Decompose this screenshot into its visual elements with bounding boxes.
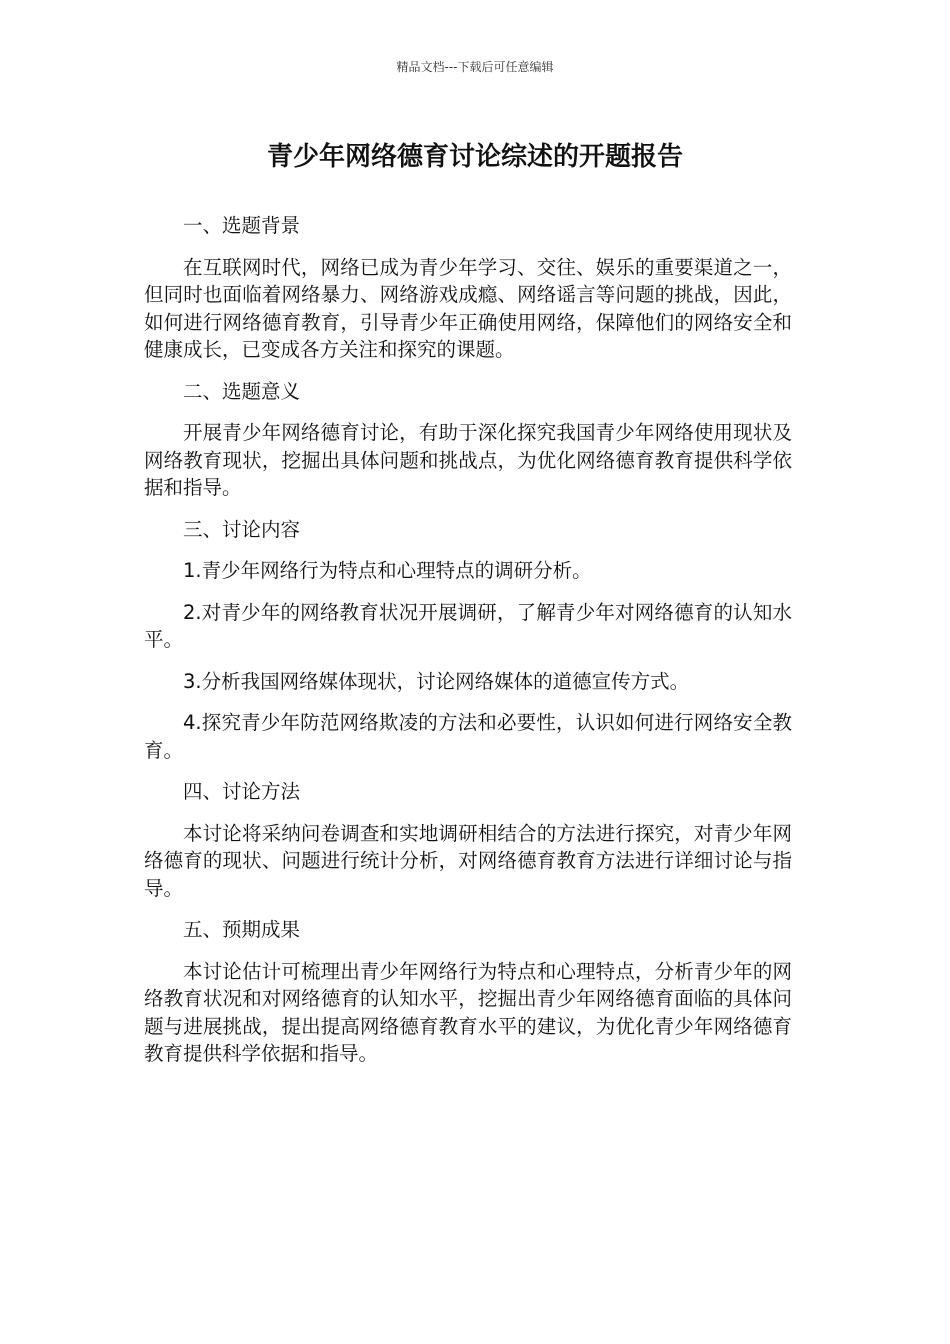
header-note: 精品文档---下载后可任意编辑 [396, 60, 554, 74]
list-item: 2.对青少年的网络教育状况开展调研，了解青少年对网络德育的认知水平。 [144, 600, 792, 651]
list-item: 3.分析我国网络媒体现状，讨论网络媒体的道德宣传方式。 [183, 669, 690, 693]
section-heading-significance: 二、选题意义 [183, 379, 301, 403]
document-title: 青少年网络德育讨论综述的开题报告 [266, 142, 683, 172]
list-item: 4.探究青少年防范网络欺凌的方法和必要性，认识如何进行网络安全教育。 [144, 711, 792, 762]
section-heading-method: 四、讨论方法 [183, 780, 301, 803]
section-heading-content: 三、讨论内容 [183, 517, 301, 541]
document-body [144, 212, 792, 1082]
section-paragraph-significance: 开展青少年网络德育讨论，有助于深化探究我国青少年网络使用现状及网络教育现状，挖掘出具体问题和挑战点，为优化网络德育教育提供科学依据和指导。 [144, 421, 792, 499]
section-paragraph-method: 本讨论将采纳问卷调查和实地调研相结合的方法进行探究，对青少年网络德育的现状、问题进行统计分析，对网络德育教育方法进行详细讨论与指导。 [144, 821, 792, 900]
section-paragraph-background: 在互联网时代，网络已成为青少年学习、交往、娱乐的重要渠道之一，但同时也面临着网络暴力、网络游戏成瘾、网络谣言等问题的挑战，因此，如何进行网络德育教育，引导青少年正确使用网络，保障他们的网络安全和健康成长，已变成各方关注和探究的课题。 [144, 255, 792, 361]
section-heading-outcomes: 五、预期成果 [183, 918, 301, 941]
list-item: 1.青少年网络行为特点和心理特点的调研分析。 [183, 559, 592, 582]
section-paragraph-outcomes: 本讨论估计可梳理出青少年网络行为特点和心理特点，分析青少年的网络教育状况和对网络德育的认知水平，挖掘出青少年网络德育面临的具体问题与进展挑战，提出提高网络德育教育水平的建议，为优化青少年网络德育教育提供科学依据和指导。 [144, 959, 792, 1065]
section-heading-background: 一、选题背景 [183, 214, 301, 237]
